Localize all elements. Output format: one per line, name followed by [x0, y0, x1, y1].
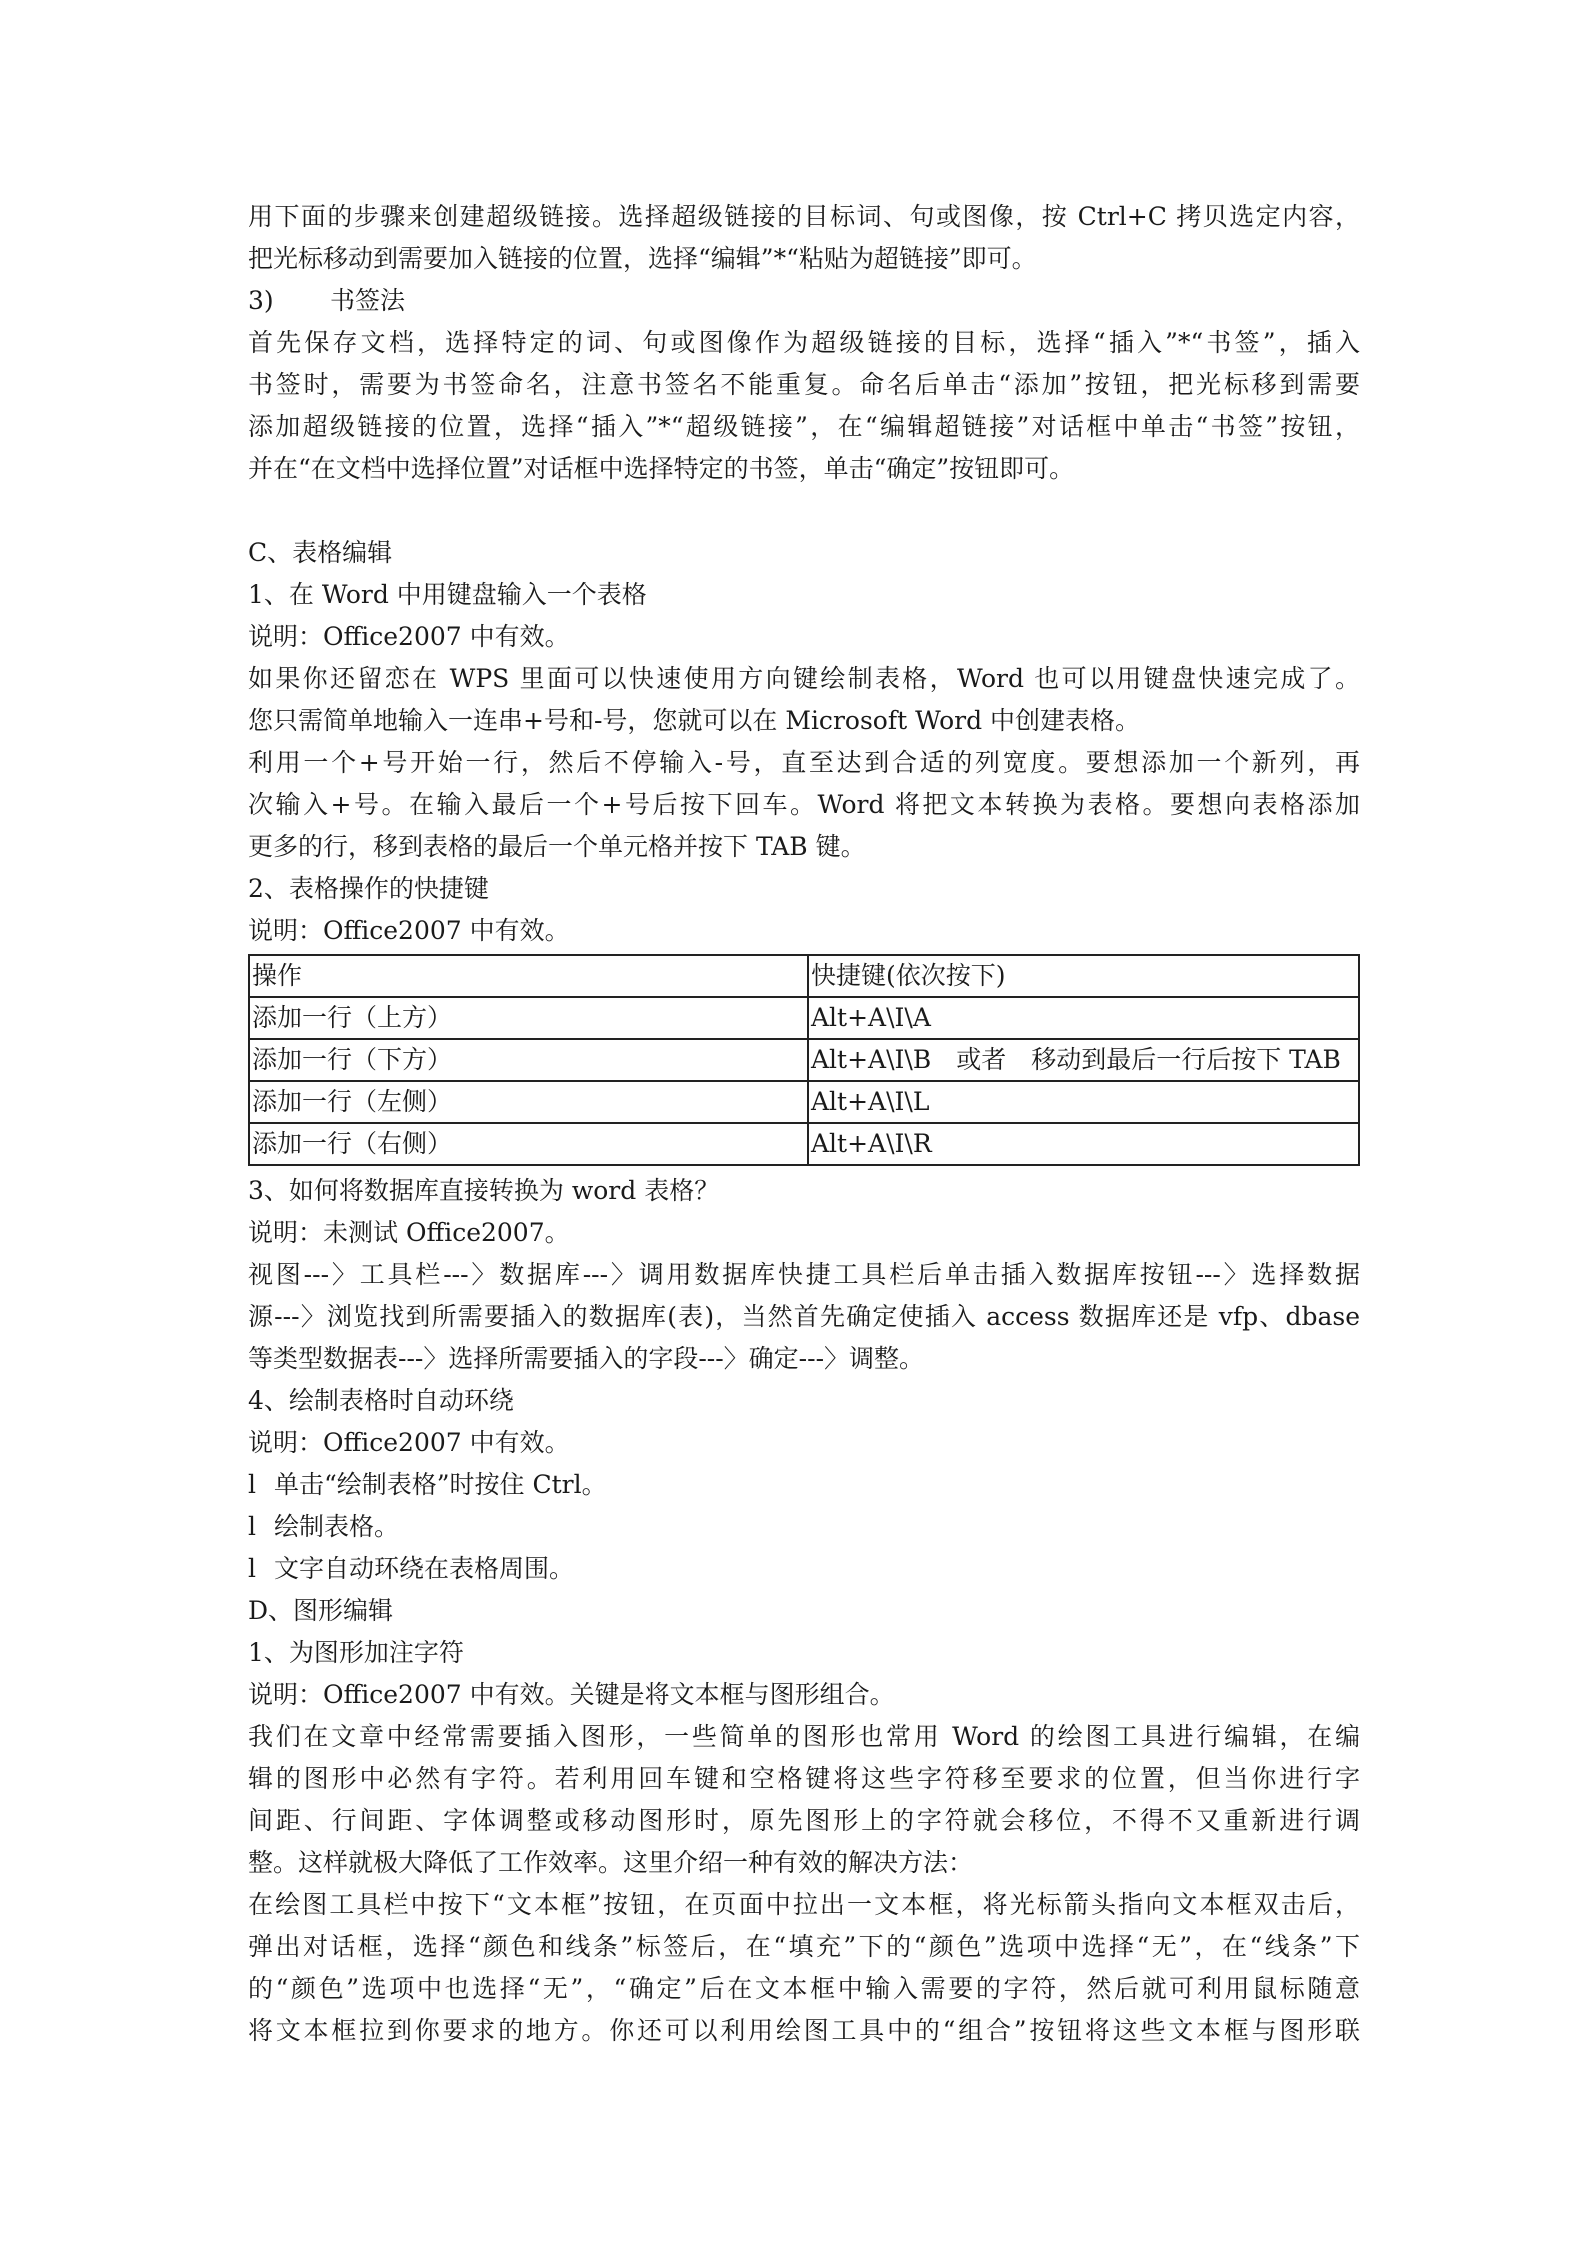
d1-para2-line-2: 弹出对话框，选择“颜色和线条”标签后，在“填充”下的“颜色”选项中选择“无”，在“线条”下	[248, 1932, 1360, 1961]
c1-title: 1、在 Word 中用键盘输入一个表格	[248, 580, 647, 609]
table-cell: 添加一行（右侧）	[249, 1123, 808, 1165]
c2-title: 2、表格操作的快捷键	[248, 874, 489, 903]
table-row	[249, 1039, 1359, 1081]
table-row	[249, 997, 1359, 1039]
table-header-row	[249, 955, 1359, 997]
bookmark-line-3: 添加超级链接的位置，选择“插入”*“超级链接”，在“编辑超链接”对话框中单击“书签”按钮，	[248, 412, 1360, 441]
list-item-text: 单击“绘制表格”时按住 Ctrl。	[274, 1470, 607, 1499]
c3-title: 3、如何将数据库直接转换为 word 表格？	[248, 1176, 720, 1205]
c3-line-3: 等类型数据表---〉选择所需要插入的字段---〉确定---〉调整。	[248, 1344, 925, 1373]
c1-line-4: 次输入+号。在输入最后一个+号后按下回车。Word 将把文本转换为表格。要想向表格添加	[248, 790, 1360, 819]
bookmark-heading-title: 书签法	[330, 286, 406, 315]
list-item-text: 文字自动环绕在表格周围。	[274, 1554, 575, 1583]
c4-note: 说明：Office2007 中有效。	[248, 1428, 570, 1457]
table-cell: Alt+A\I\B 或者 移动到最后一行后按下 TAB	[808, 1039, 1359, 1081]
c3-line-2: 源---〉浏览找到所需要插入的数据库(表)，当然首先确定使插入 access 数据库还是 vfp、dbase	[248, 1302, 1360, 1331]
section-c-title: C、表格编辑	[248, 538, 393, 567]
bookmark-line-4: 并在“在文档中选择位置”对话框中选择特定的书签，单击“确定”按钮即可。	[248, 454, 1075, 483]
d1-para1-line-2: 辑的图形中必然有字符。若利用回车键和空格键将这些字符移至要求的位置，但当你进行字	[248, 1764, 1360, 1793]
c3-note: 说明：未测试 Office2007。	[248, 1218, 570, 1247]
c1-line-2: 您只需简单地输入一连串+号和-号，您就可以在 Microsoft Word 中创建表格。	[248, 706, 1141, 735]
table-cell: 添加一行（上方）	[249, 997, 808, 1039]
table-row	[249, 1123, 1359, 1165]
c1-line-5: 更多的行，移到表格的最后一个单元格并按下 TAB 键。	[248, 832, 866, 861]
c1-line-1: 如果你还留恋在 WPS 里面可以快速使用方向键绘制表格，Word 也可以用键盘快速完成了。	[248, 664, 1360, 693]
d1-para1-line-3: 间距、行间距、字体调整或移动图形时，原先图形上的字符就会移位，不得不又重新进行调	[248, 1806, 1360, 1835]
table-row	[249, 1081, 1359, 1123]
shortcut-table	[248, 954, 1360, 1166]
bookmark-heading-number: 3)	[248, 286, 274, 315]
c4-title: 4、绘制表格时自动环绕	[248, 1386, 514, 1415]
table-cell: 添加一行（下方）	[249, 1039, 808, 1081]
bullet-marker: l	[248, 1470, 256, 1499]
table-cell: Alt+A\I\L	[808, 1081, 1359, 1123]
d1-para2-line-4: 将文本框拉到你要求的地方。你还可以利用绘图工具中的“组合”按钮将这些文本框与图形联	[248, 2016, 1360, 2045]
c2-note: 说明：Office2007 中有效。	[248, 916, 570, 945]
bookmark-line-2: 书签时，需要为书签命名，注意书签名不能重复。命名后单击“添加”按钮，把光标移到需要	[248, 370, 1360, 399]
list-item-text: 绘制表格。	[274, 1512, 400, 1541]
table-cell: Alt+A\I\A	[808, 997, 1359, 1039]
bookmark-line-1: 首先保存文档，选择特定的词、句或图像作为超级链接的目标，选择“插入”*“书签”，插入	[248, 328, 1360, 357]
bookmark-heading	[248, 280, 1360, 322]
d1-note: 说明：Office2007 中有效。关键是将文本框与图形组合。	[248, 1680, 895, 1709]
table-cell: Alt+A\I\R	[808, 1123, 1359, 1165]
bullet-marker: l	[248, 1554, 256, 1583]
c3-line-1: 视图---〉工具栏---〉数据库---〉调用数据库快捷工具栏后单击插入数据库按钮---〉选择数据	[248, 1260, 1360, 1289]
intro-line-1: 用下面的步骤来创建超级链接。选择超级链接的目标词、句或图像，按 Ctrl+C 拷贝选定内容，	[248, 202, 1360, 231]
list-item	[248, 1506, 1360, 1548]
d1-para2-line-3: 的“颜色”选项中也选择“无”，“确定”后在文本框中输入需要的字符，然后就可利用鼠标随意	[248, 1974, 1360, 2003]
d1-para1-line-4: 整。这样就极大降低了工作效率。这里介绍一种有效的解决方法：	[248, 1848, 974, 1877]
section-d-title: D、图形编辑	[248, 1596, 394, 1625]
list-item	[248, 1548, 1360, 1590]
c1-line-3: 利用一个+号开始一行，然后不停输入-号，直至达到合适的列宽度。要想添加一个新列，再	[248, 748, 1360, 777]
c1-note: 说明：Office2007 中有效。	[248, 622, 570, 651]
table-header-cell: 操作	[249, 955, 808, 997]
table-header-cell: 快捷键(依次按下)	[808, 955, 1359, 997]
bullet-marker: l	[248, 1512, 256, 1541]
spacer	[248, 490, 1360, 532]
intro-line-2: 把光标移动到需要加入链接的位置，选择“编辑”*“粘贴为超链接”即可。	[248, 244, 1037, 273]
d1-para2-line-1: 在绘图工具栏中按下“文本框”按钮，在页面中拉出一文本框，将光标箭头指向文本框双击后，	[248, 1890, 1360, 1919]
d1-title: 1、为图形加注字符	[248, 1638, 464, 1667]
d1-para1-line-1: 我们在文章中经常需要插入图形，一些简单的图形也常用 Word 的绘图工具进行编辑，在编	[248, 1722, 1360, 1751]
document-body	[248, 196, 1360, 2052]
table-cell: 添加一行（左侧）	[249, 1081, 808, 1123]
list-item	[248, 1464, 1360, 1506]
